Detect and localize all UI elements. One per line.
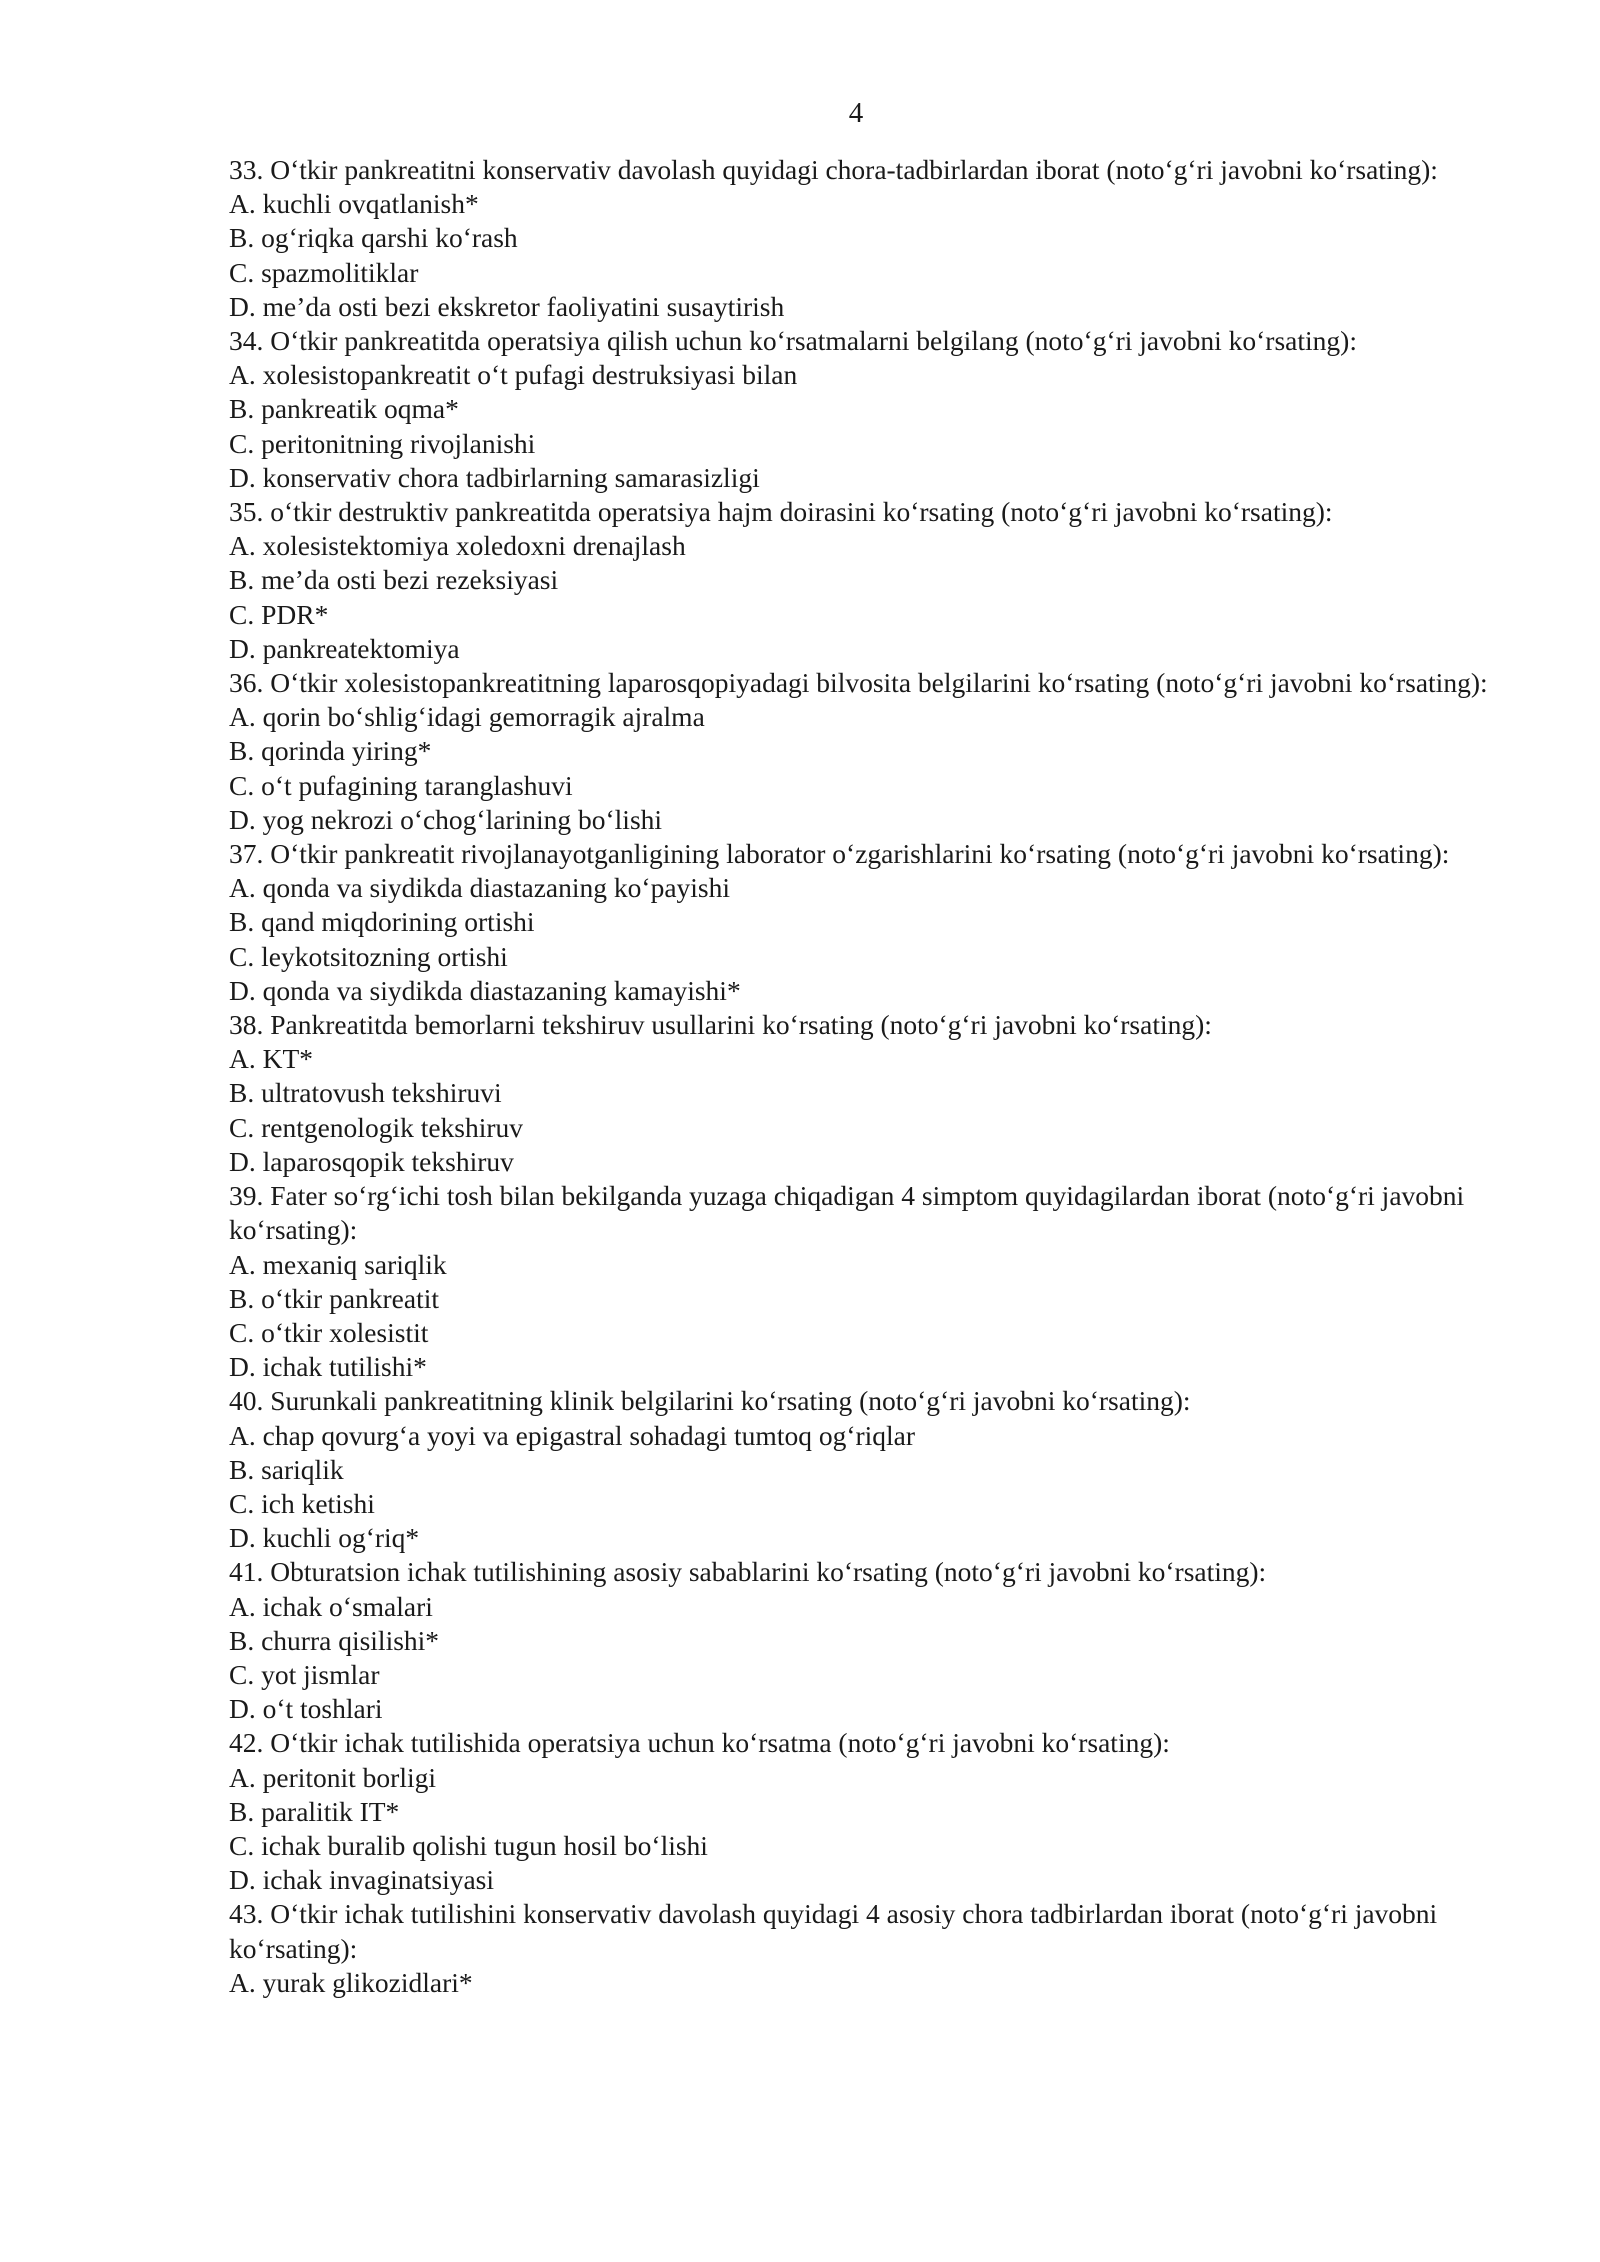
question-block — [229, 1555, 1489, 1726]
answer-option: B. churra qisilishi* — [229, 1624, 440, 1656]
question-block — [229, 1897, 1489, 2000]
answer-option: D. qonda va siydikda diastazaning kamayishi* — [229, 974, 741, 1006]
answer-option: D. laparosqopik tekshiruv — [229, 1145, 514, 1177]
answer-option: A. mexaniq sariqlik — [229, 1248, 447, 1280]
question-block — [229, 1008, 1489, 1179]
answer-option: B. paralitik IT* — [229, 1795, 400, 1827]
question-text: 39. Fater so‘rg‘ichi tosh bilan bekilganda yuzaga chiqadigan 4 simptom quyidagilardan iborat (noto‘g‘ri javobni ko‘rsating): — [229, 1180, 1465, 1246]
answer-option: A. peritonit borligi — [229, 1761, 436, 1793]
answer-option: C. ichak buralib qolishi tugun hosil bo‘lishi — [229, 1829, 708, 1861]
question-block — [229, 153, 1489, 324]
answer-option: B. o‘tkir pankreatit — [229, 1282, 440, 1314]
answer-option: C. o‘tkir xolesistit — [229, 1316, 429, 1348]
answer-option: C. yot jismlar — [229, 1658, 380, 1690]
answer-option: D. ichak tutilishi* — [229, 1351, 427, 1383]
question-list — [229, 153, 1489, 2000]
answer-option: A. qorin bo‘shlig‘idagi gemorragik ajralma — [229, 701, 705, 733]
answer-option: D. pankreatektomiya — [229, 632, 460, 664]
question-text: 43. O‘tkir ichak tutilishini konservativ davolash quyidagi 4 asosiy chora tadbirlardan iborat (noto‘g‘ri javobni ko‘rsating): — [229, 1898, 1438, 1964]
question-block — [229, 1179, 1489, 1384]
answer-option: D. konservativ chora tadbirlarning samarasizligi — [229, 461, 760, 493]
question-text: 40. Surunkali pankreatitning klinik belgilarini ko‘rsating (noto‘g‘ri javobni ko‘rsating): — [229, 1385, 1191, 1417]
question-text: 33. O‘tkir pankreatitni konservativ davolash quyidagi chora-tadbirlardan iborat (noto‘g‘ri javobni ko‘rsating): — [229, 154, 1438, 185]
answer-option: A. chap qovurg‘a yoyi va epigastral sohadagi tumtoq og‘riqlar — [229, 1419, 916, 1451]
question-text: 34. O‘tkir pankreatitda operatsiya qilish uchun ko‘rsatmalarni belgilang (noto‘g‘ri javobni ko‘rsating): — [229, 325, 1357, 357]
question-text: 35. o‘tkir destruktiv pankreatitda operatsiya hajm doirasini ko‘rsating (noto‘g‘ri javobni ko‘rsating): — [229, 496, 1333, 528]
question-text: 41. Obturatsion ichak tutilishining asosiy sabablarini ko‘rsating (noto‘g‘ri javobni ko‘rsating): — [229, 1556, 1267, 1588]
answer-option: B. og‘riqka qarshi ko‘rash — [229, 222, 518, 254]
question-block — [229, 666, 1489, 837]
question-block — [229, 495, 1489, 666]
answer-option: B. qand miqdorining ortishi — [229, 906, 535, 938]
answer-option: C. o‘t pufagining taranglashuvi — [229, 769, 573, 801]
answer-option: C. rentgenologik tekshiruv — [229, 1111, 524, 1143]
answer-option: A. qonda va siydikda diastazaning ko‘payishi — [229, 872, 731, 904]
answer-option: B. me’da osti bezi rezeksiyasi — [229, 564, 559, 596]
page-number: 4 — [848, 97, 864, 129]
answer-option: C. spazmolitiklar — [229, 256, 419, 288]
answer-option: A. ichak o‘smalari — [229, 1590, 433, 1622]
answer-option: C. leykotsitozning ortishi — [229, 940, 508, 972]
question-block — [229, 1384, 1489, 1555]
answer-option: B. pankreatik oqma* — [229, 393, 459, 425]
answer-option: B. qorinda yiring* — [229, 735, 432, 767]
answer-option: C. ich ketishi — [229, 1487, 375, 1519]
answer-option: D. me’da osti bezi ekskretor faoliyatini susaytirish — [229, 290, 785, 322]
answer-option: A. xolesistopankreatit o‘t pufagi destruksiyasi bilan — [229, 359, 798, 391]
answer-option: C. PDR* — [229, 598, 329, 630]
question-text: 42. O‘tkir ichak tutilishida operatsiya uchun ko‘rsatma (noto‘g‘ri javobni ko‘rsating): — [229, 1727, 1170, 1759]
question-block — [229, 837, 1489, 1008]
answer-option: A. xolesistektomiya xoledoxni drenajlash — [229, 530, 686, 562]
answer-option: D. ichak invaginatsiyasi — [229, 1864, 495, 1896]
answer-option: D. kuchli og‘riq* — [229, 1522, 420, 1554]
question-block — [229, 1726, 1489, 1897]
answer-option: C. peritonitning rivojlanishi — [229, 427, 536, 459]
answer-option: D. yog nekrozi o‘chog‘larining bo‘lishi — [229, 803, 663, 835]
answer-option: B. ultratovush tekshiruvi — [229, 1077, 502, 1109]
question-text: 38. Pankreatitda bemorlarni tekshiruv usullarini ko‘rsating (noto‘g‘ri javobni ko‘rsating): — [229, 1009, 1212, 1041]
answer-option: A. yurak glikozidlari* — [229, 1966, 473, 1998]
answer-option: B. sariqlik — [229, 1453, 344, 1485]
answer-option: A. KT* — [229, 1043, 314, 1075]
answer-option: A. kuchli ovqatlanish* — [229, 188, 479, 220]
answer-option: D. o‘t toshlari — [229, 1693, 383, 1725]
question-text: 36. O‘tkir xolesistopankreatitning laparosqopiyadagi bilvosita belgilarini ko‘rsating (noto‘g‘ri javobni ko‘rsating): — [229, 667, 1488, 699]
question-block — [229, 324, 1489, 495]
question-text: 37. O‘tkir pankreatit rivojlanayotganligining laborator o‘zgarishlarini ko‘rsating (noto‘g‘ri javobni ko‘rsating): — [229, 838, 1450, 870]
